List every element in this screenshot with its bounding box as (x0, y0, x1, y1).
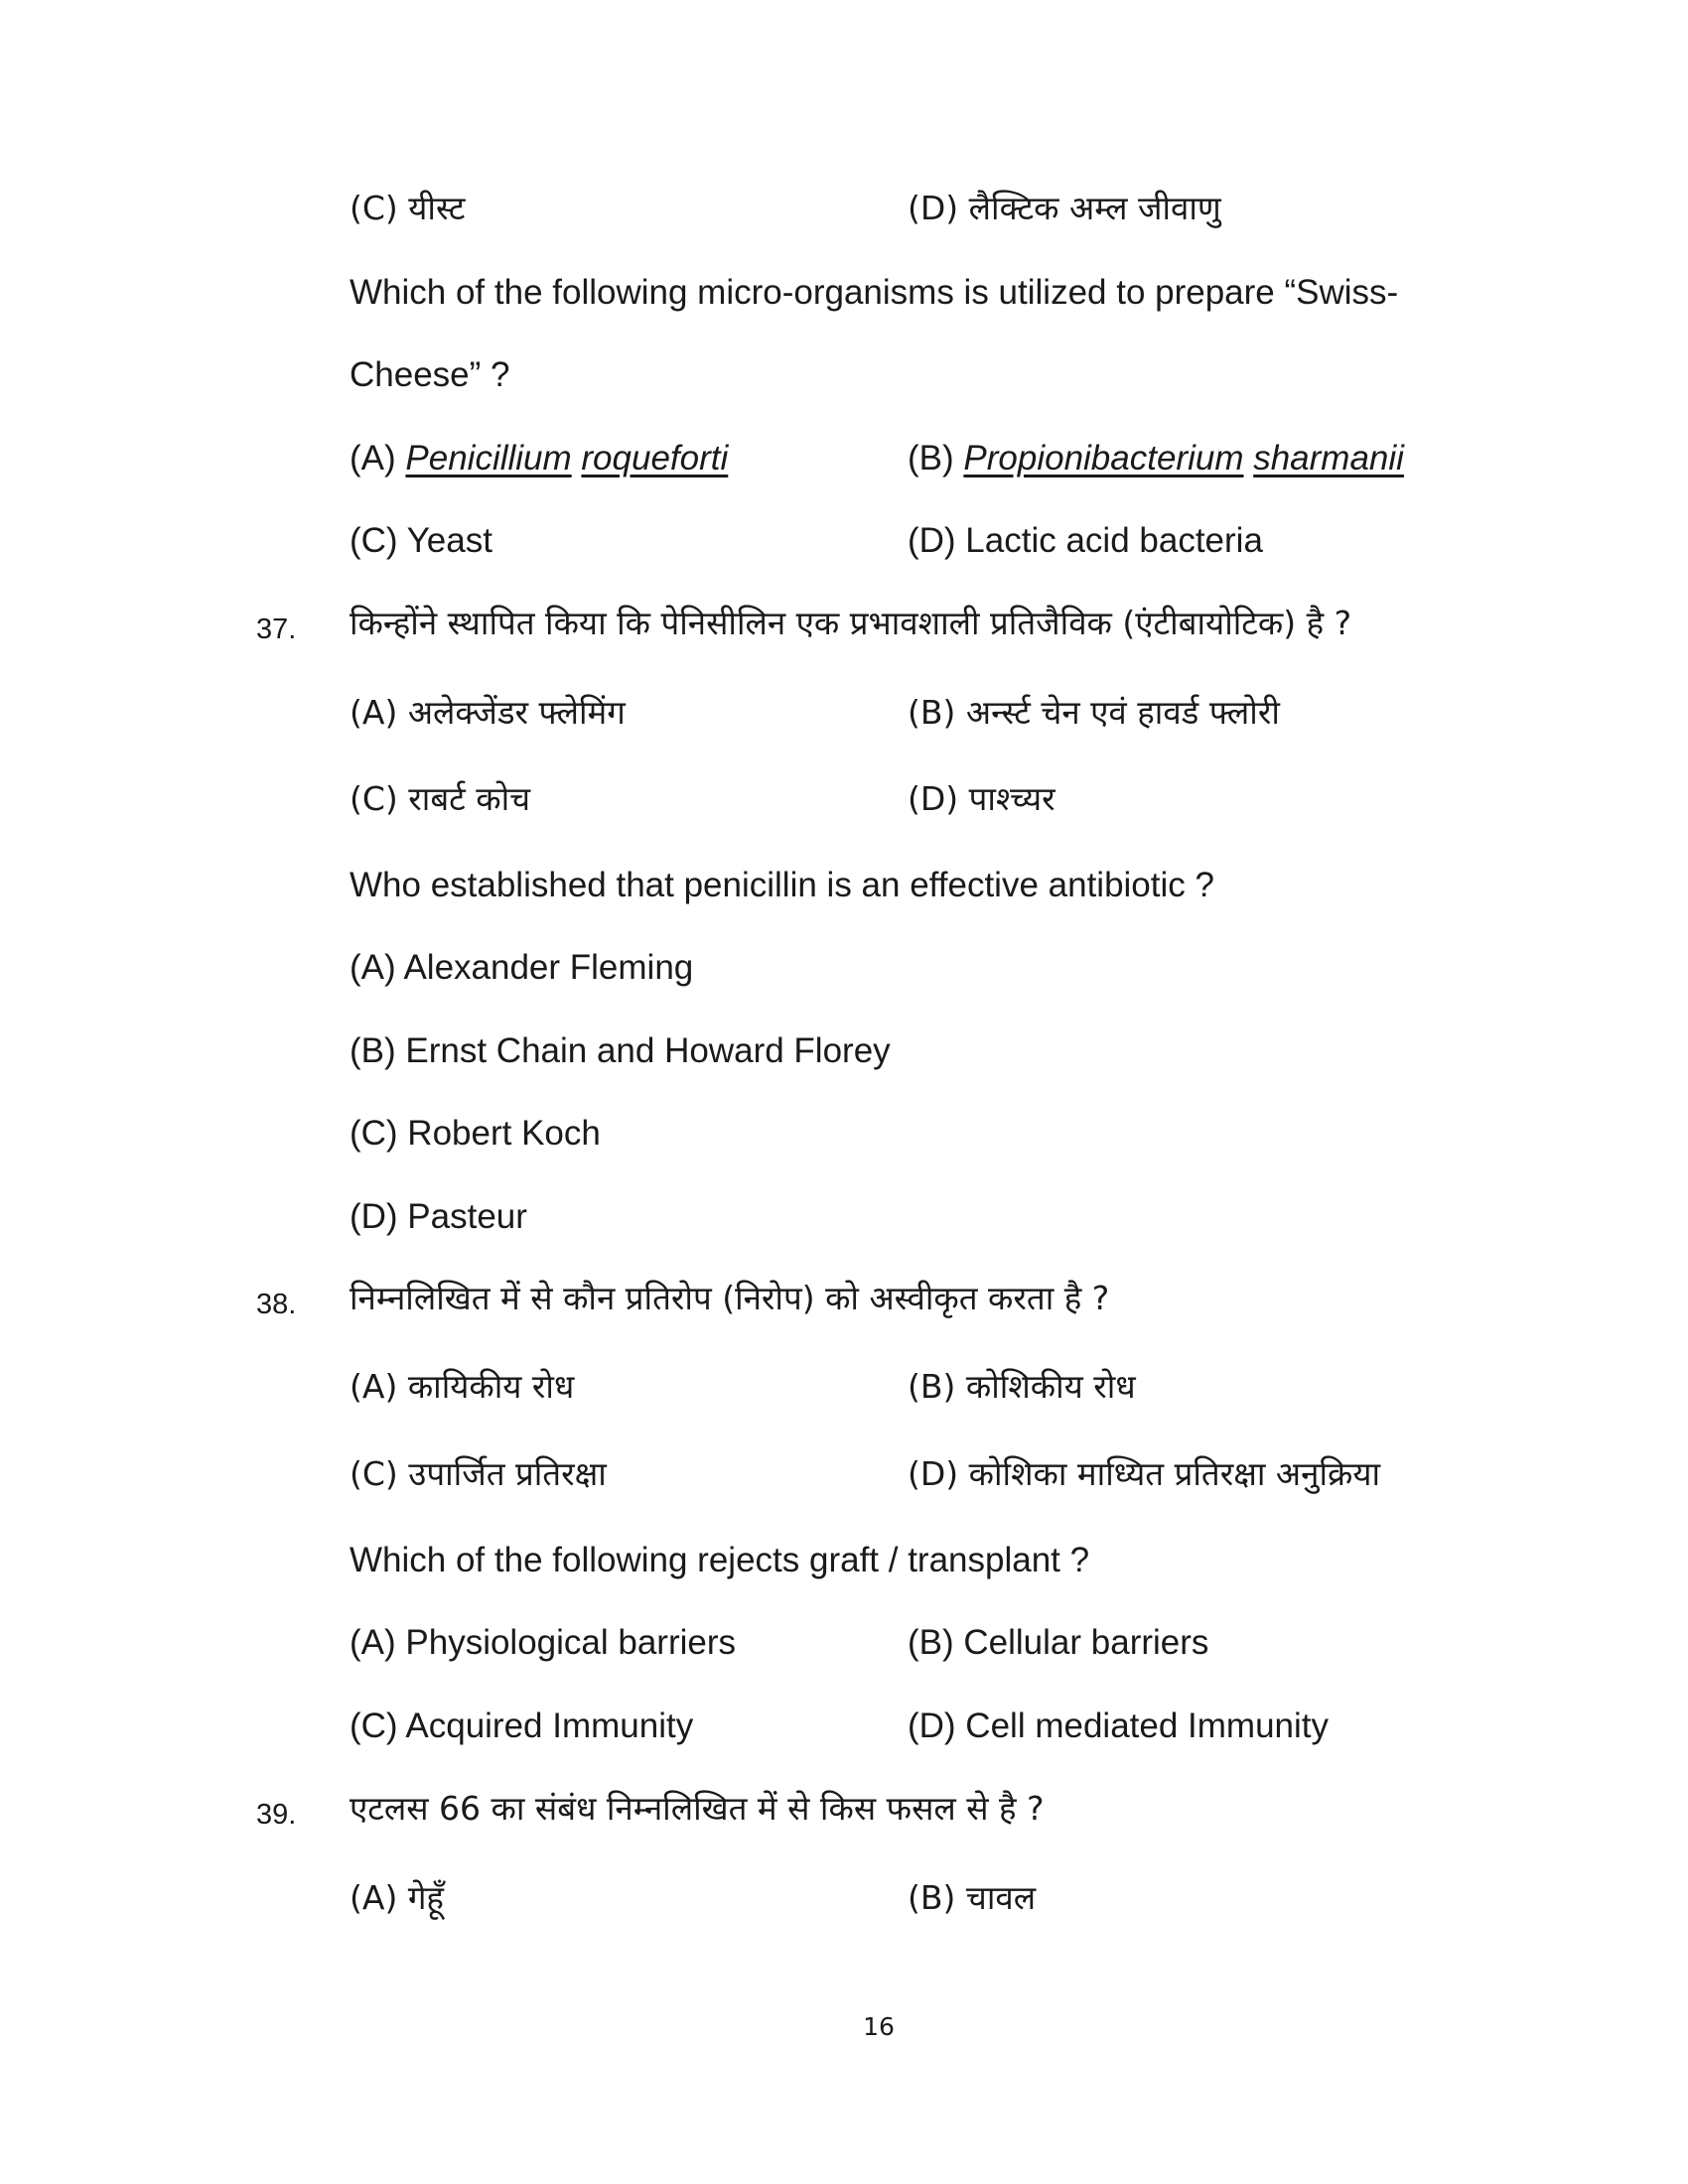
q39-hindi-option-b: (B) चावल (908, 1878, 1037, 1917)
species-word: roqueforti (581, 439, 729, 478)
q36-english-option-c: (C) Yeast (350, 521, 492, 560)
q38-number: 38. (256, 1289, 297, 1320)
q37-english-option-c: (C) Robert Koch (350, 1114, 601, 1153)
q38-english-option-b: (B) Cellular barriers (908, 1623, 1209, 1662)
q36-hindi-option-c: (C) यीस्ट (350, 189, 466, 227)
q38-hindi-option-c: (C) उपार्जित प्रतिरक्षा (350, 1454, 607, 1493)
q37-english-option-a: (A) Alexander Fleming (350, 948, 694, 987)
q38-hindi-option-b: (B) कोशिकीय रोध (908, 1367, 1136, 1406)
q38-english-question: Which of the following rejects graft / transplant ? (350, 1541, 1090, 1579)
species-name (963, 439, 1404, 478)
q38-hindi-question: निम्नलिखित में से कौन प्रतिरोप (निरोप) को अस्वीकृत करता है ? (350, 1279, 1110, 1317)
q37-english-option-d: (D) Pasteur (350, 1197, 527, 1236)
q37-english-option-b: (B) Ernst Chain and Howard Florey (350, 1031, 891, 1070)
q36-hindi-option-d: (D) लैक्टिक अम्ल जीवाणु (908, 189, 1221, 227)
q37-english-question: Who established that penicillin is an effective antibiotic ? (350, 866, 1214, 904)
option-prefix: (A) (350, 439, 396, 478)
q37-number: 37. (256, 614, 297, 645)
q37-hindi-option-d: (D) पाश्च्यर (908, 779, 1055, 818)
q38-hindi-option-d: (D) कोशिका माध्यित प्रतिरक्षा अनुक्रिया (908, 1454, 1381, 1493)
q36-english-question-line1: Which of the following micro-organisms is utilized to prepare “Swiss- (350, 273, 1399, 312)
q38-english-option-d: (D) Cell mediated Immunity (908, 1706, 1329, 1745)
q36-english-question-line2: Cheese” ? (350, 355, 510, 394)
q37-hindi-option-c: (C) राबर्ट कोच (350, 779, 531, 818)
species-word: sharmanii (1253, 439, 1404, 478)
q36-english-option-b (908, 437, 1404, 480)
q36-english-option-d: (D) Lactic acid bacteria (908, 521, 1263, 560)
page-number: 16 (863, 2012, 895, 2041)
option-prefix: (B) (908, 439, 954, 478)
q37-hindi-option-a: (A) अलेक्जेंडर फ्लेमिंग (350, 693, 626, 732)
q36-english-option-a (350, 437, 728, 480)
genus-word: Propionibacterium (963, 439, 1244, 478)
q39-hindi-option-a: (A) गेहूँ (350, 1878, 444, 1917)
q37-hindi-question: किन्होंने स्थापित किया कि पेनिसीलिन एक प्रभावशाली प्रतिजैविक (एंटीबायोटिक) है ? (350, 604, 1352, 642)
q38-english-option-c: (C) Acquired Immunity (350, 1706, 694, 1745)
q39-hindi-question: एटलस 66 का संबंध निम्नलिखित में से किस फसल से है ? (350, 1789, 1045, 1828)
q38-hindi-option-a: (A) कायिकीय रोध (350, 1367, 575, 1406)
genus-word: Penicillium (405, 439, 572, 478)
q38-english-option-a: (A) Physiological barriers (350, 1623, 737, 1662)
q37-hindi-option-b: (B) अर्न्स्ट चेन एवं हावर्ड फ्लोरी (908, 693, 1280, 732)
species-name (405, 439, 728, 478)
q39-number: 39. (256, 1799, 297, 1831)
